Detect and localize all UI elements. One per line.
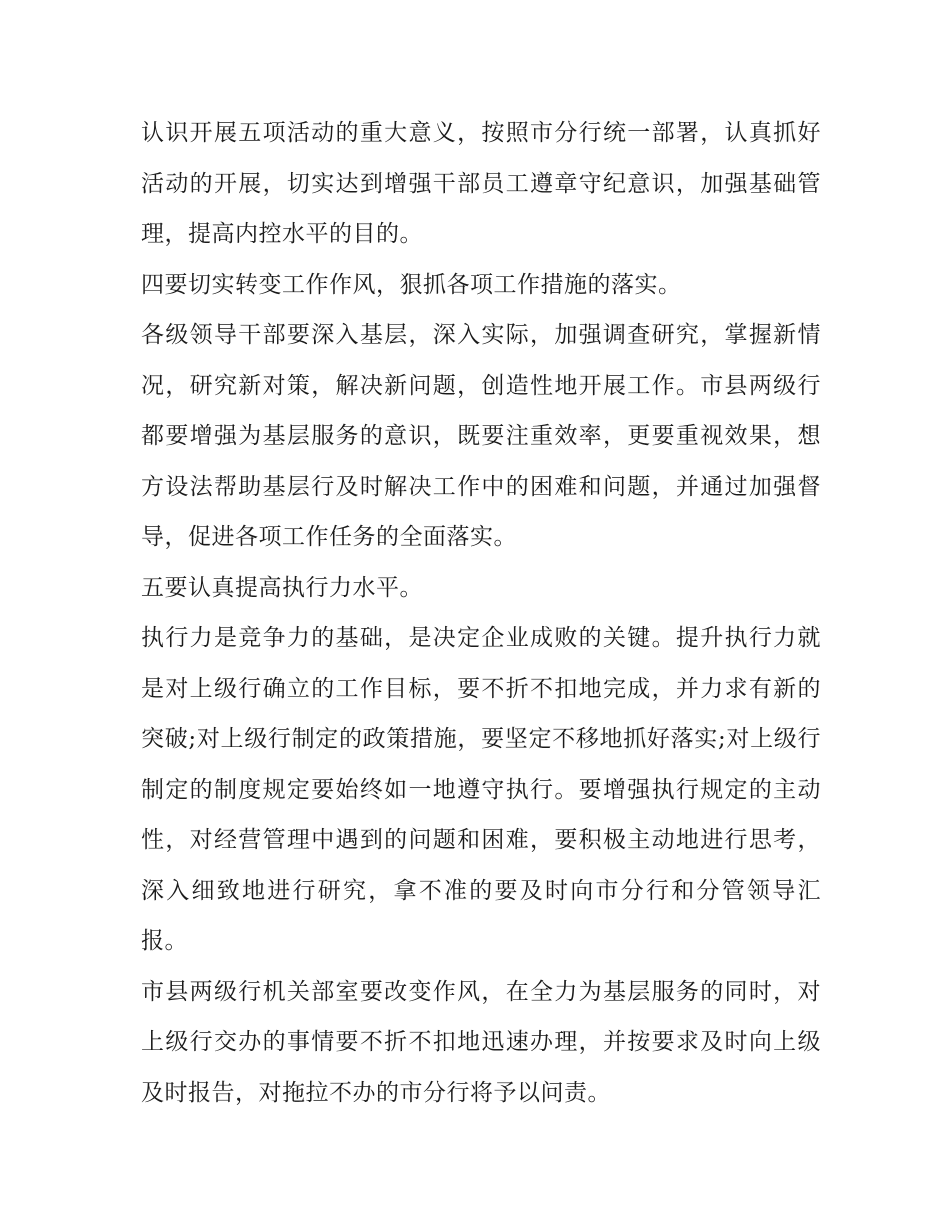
paragraph-6: 市县两级行机关部室要改变作风，在全力为基层服务的同时，对上级行交办的事情要不折不扣地迅速办理，并按要求及时向上级及时报告，对拖拉不办的市分行将予以问责。 [141,978,821,1106]
paragraph-5: 执行力是竞争力的基础，是决定企业成败的关键。提升执行力就是对上级行确立的工作目标，要不折不扣地完成，并力求有新的突破;对上级行制定的政策措施，要坚定不移地抓好落实;对上级行制定的制度规定要始终如一地遵守执行。要增强执行规定的主动性，对经营管理中遇到的问题和困难，要积极主动地进行思考，深入细致地进行研究，拿不准的要及时向市分行和分管领导汇报。 [141,625,821,954]
paragraph-1: 认识开展五项活动的重大意义，按照市分行统一部署，认真抓好活动的开展，切实达到增强干部员工遵章守纪意识，加强基础管理，提高内控水平的目的。 [141,120,821,247]
paragraph-2: 四要切实转变工作作风，狠抓各项工作措施的落实。 [141,271,682,298]
paragraph-4: 五要认真提高执行力水平。 [141,574,423,601]
document-body [141,108,821,1118]
paragraph-3: 各级领导干部要深入基层，深入实际，加强调查研究，掌握新情况，研究新对策，解决新问题，创造性地开展工作。市县两级行都要增强为基层服务的意识，既要注重效率，更要重视效果，想方设法帮助基层行及时解决工作中的困难和问题，并通过加强督导，促进各项工作任务的全面落实。 [141,322,821,550]
